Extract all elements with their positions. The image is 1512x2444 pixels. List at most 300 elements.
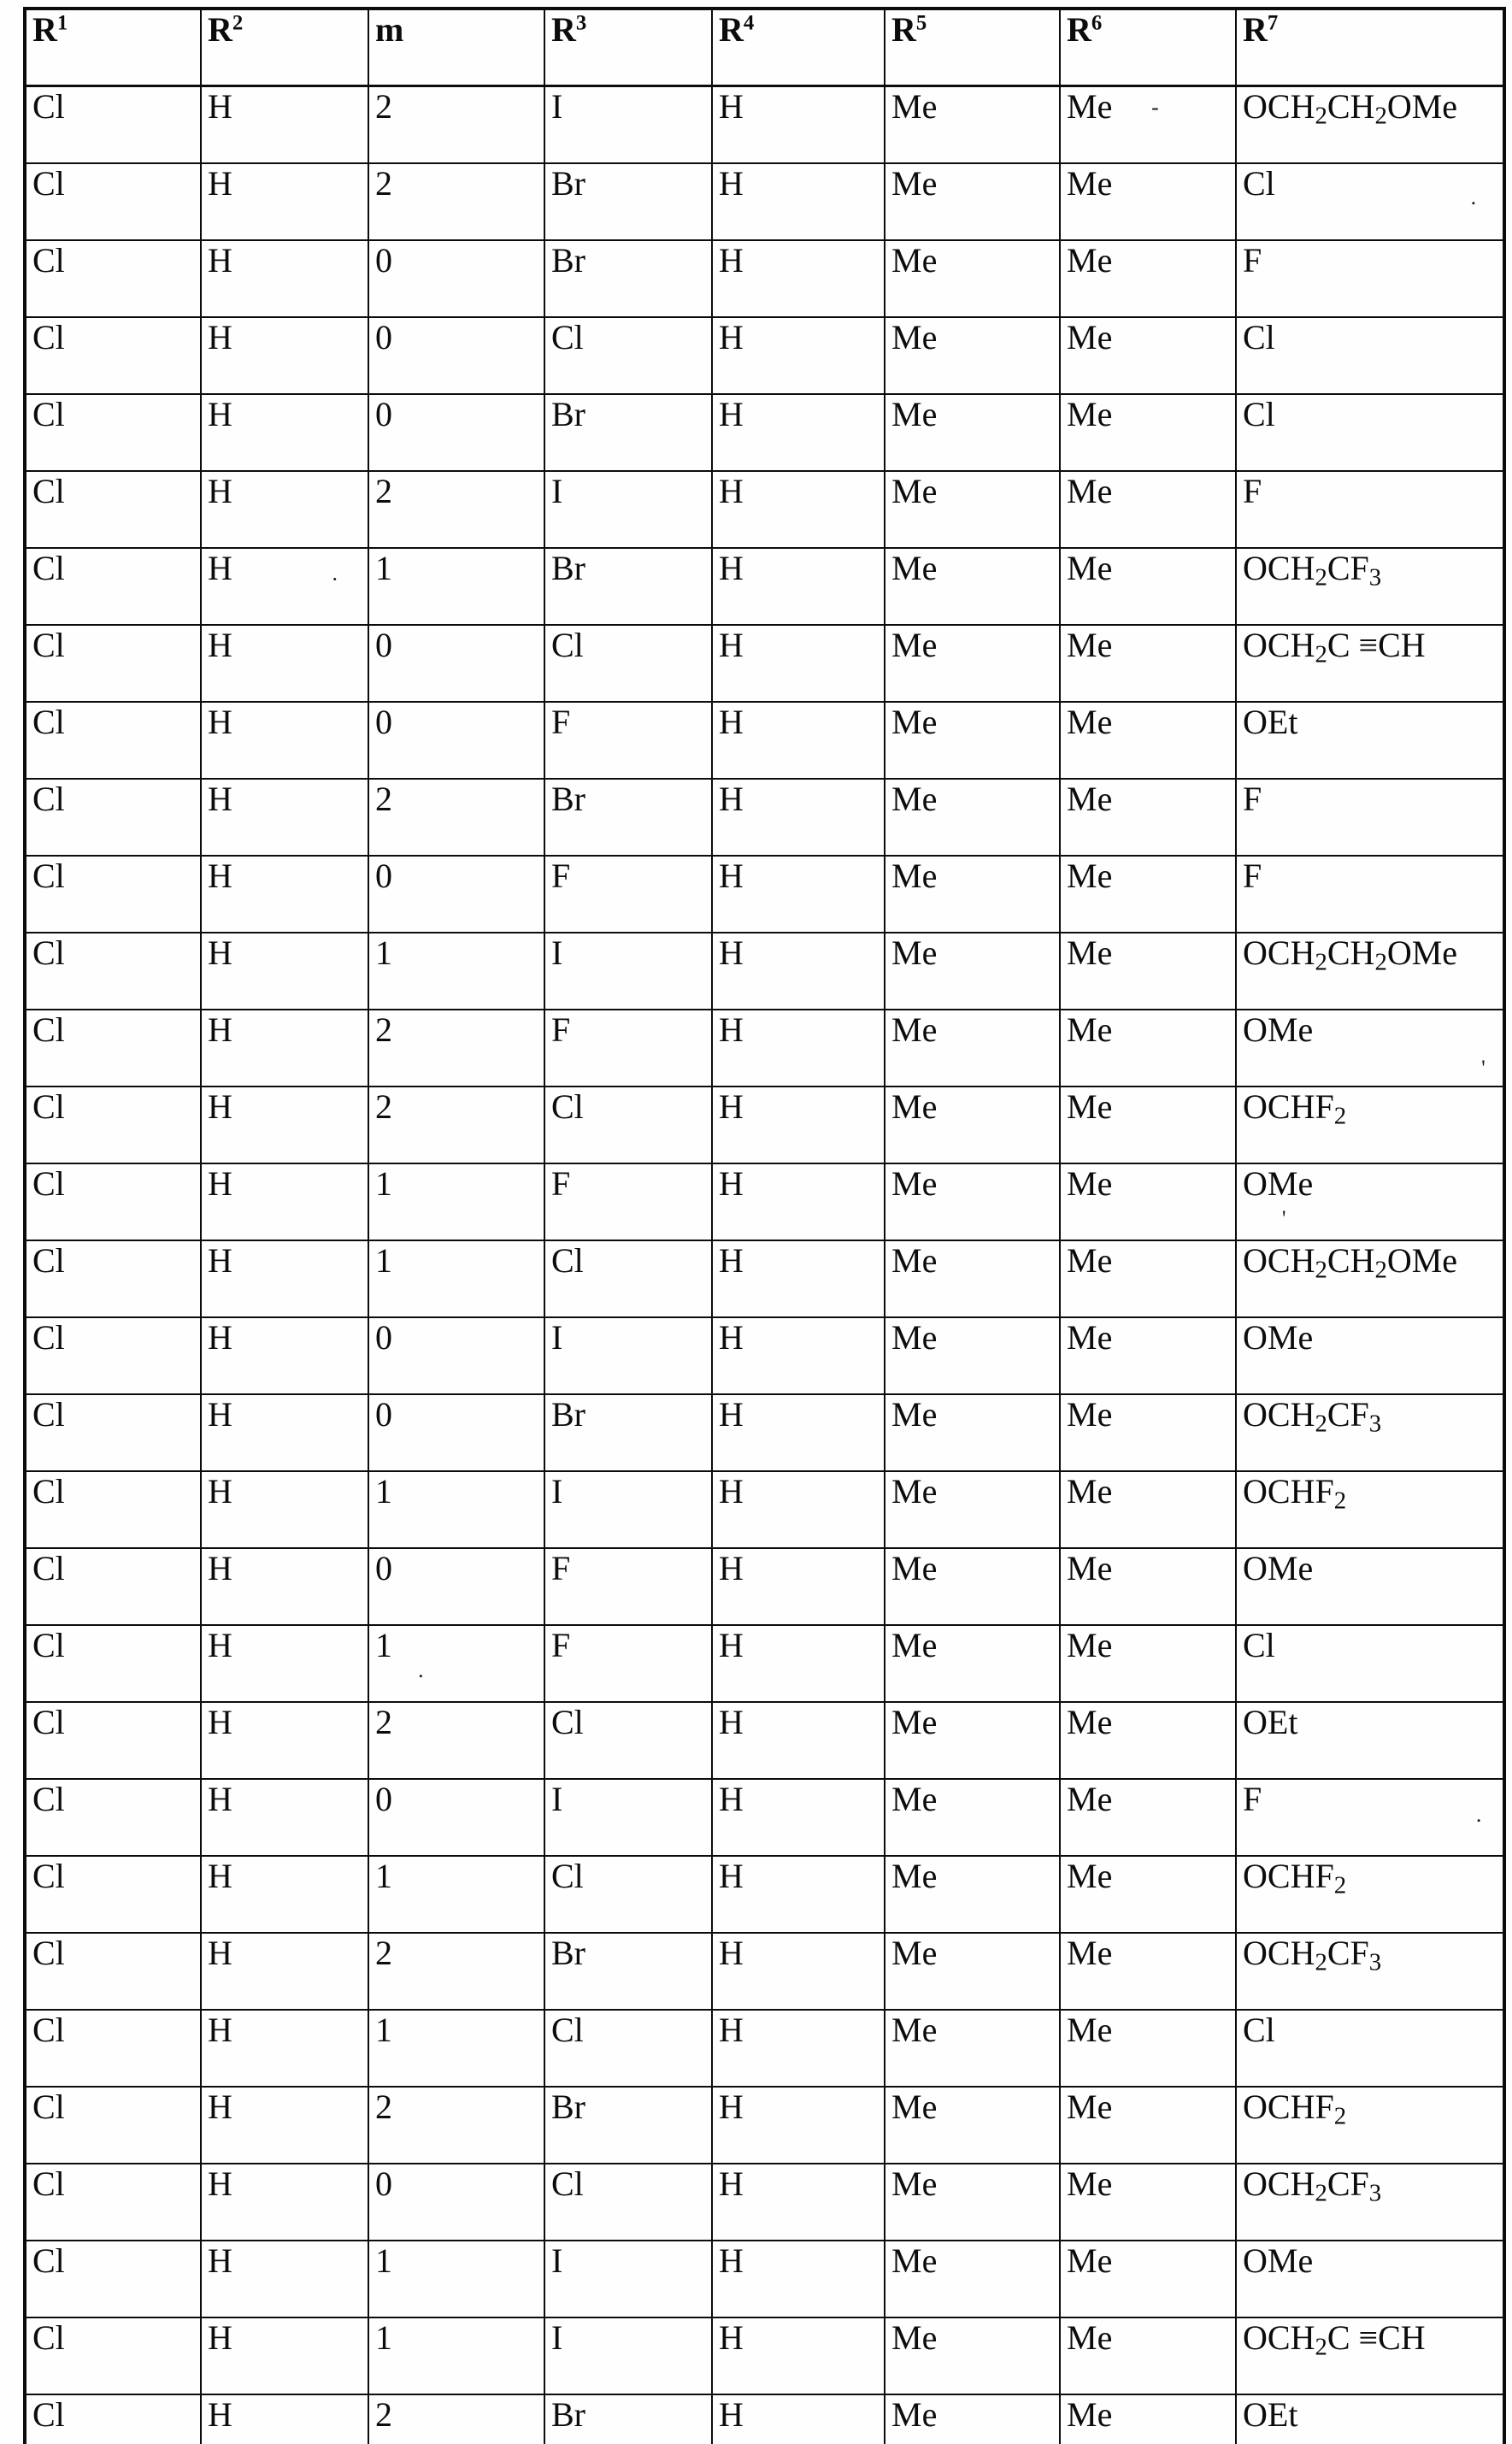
cell-R7-row30: $OCH_2C \equiv CH$ — [1236, 2317, 1504, 2394]
subscript: 2 — [1333, 1871, 1347, 1899]
cell-m-row29: 1 — [368, 2241, 544, 2317]
cell-R3-row23: I — [544, 1779, 712, 1856]
cell-R4-row1: H — [712, 86, 885, 164]
table-row — [25, 86, 1504, 164]
cell-R3-row28: Cl — [544, 2164, 712, 2241]
cell-R1-row24: Cl — [25, 1856, 201, 1933]
cell-R1-row25: Cl — [25, 1933, 201, 2010]
cell-R7-row11: F — [1236, 856, 1504, 933]
cell-R4-row30: H — [712, 2317, 885, 2394]
subscript: 2 — [1315, 1256, 1327, 1284]
cell-R7-row6: F — [1236, 471, 1504, 548]
cell-R6-row22: Me — [1060, 1702, 1236, 1779]
cell-R5-row27: Me — [885, 2087, 1060, 2164]
cell-R7-row4: Cl — [1236, 317, 1504, 394]
cell-m-row2: 2 — [368, 163, 544, 240]
cell-m-row12: 1 — [368, 933, 544, 1010]
cell-m-row25: 2 — [368, 1933, 544, 2010]
scan-artifact: . — [1475, 1802, 1482, 1828]
cell-R5-row16: Me — [885, 1240, 1060, 1317]
table-row — [25, 471, 1504, 548]
table-row — [25, 2087, 1504, 2164]
cell-R4-row4: H — [712, 317, 885, 394]
cell-m-row8: 0 — [368, 625, 544, 702]
cell-R4-row7: H — [712, 548, 885, 625]
cell-R7-row10: F — [1236, 779, 1504, 856]
cell-R3-row4: Cl — [544, 317, 712, 394]
cell-R1-row13: Cl — [25, 1010, 201, 1087]
cell-R4-row15: H — [712, 1163, 885, 1240]
cell-R3-row31: Br — [544, 2394, 712, 2444]
cell-R7-row27: $OCHF_2$ — [1236, 2087, 1504, 2164]
cell-R5-row6: Me — [885, 471, 1060, 548]
table-row — [25, 1163, 1504, 1240]
column-header-m: m — [368, 9, 544, 86]
column-header-R6: $R^6$ — [1060, 9, 1236, 86]
header-row — [25, 9, 1504, 86]
cell-m-row21: 1 . — [368, 1625, 544, 1702]
cell-R6-row27: Me — [1060, 2087, 1236, 2164]
cell-R1-row16: Cl — [25, 1240, 201, 1317]
superscript: 6 — [1091, 11, 1103, 35]
subscript: 2 — [1333, 2102, 1347, 2130]
subscript: 2 — [1315, 563, 1327, 592]
cell-R4-row11: H — [712, 856, 885, 933]
subscript: 2 — [1315, 1948, 1327, 1976]
cell-R5-row31: Me — [885, 2394, 1060, 2444]
cell-R3-row12: I — [544, 933, 712, 1010]
cell-R5-row21: Me — [885, 1625, 1060, 1702]
table-body — [25, 86, 1504, 2444]
cell-R7-row24: $OCHF_2$ — [1236, 1856, 1504, 1933]
cell-R2-row18: H — [201, 1394, 368, 1471]
cell-R5-row17: Me — [885, 1317, 1060, 1394]
cell-R2-row10: H — [201, 779, 368, 856]
cell-R5-row12: Me — [885, 933, 1060, 1010]
cell-R3-row15: F — [544, 1163, 712, 1240]
cell-R5-row3: Me — [885, 240, 1060, 317]
subscript: 2 — [1333, 1102, 1347, 1130]
cell-R5-row11: Me — [885, 856, 1060, 933]
cell-R4-row8: H — [712, 625, 885, 702]
cell-R1-row4: Cl — [25, 317, 201, 394]
table-row — [25, 1087, 1504, 1163]
cell-R2-row24: H — [201, 1856, 368, 1933]
cell-R3-row21: F — [544, 1625, 712, 1702]
cell-m-row23: 0 — [368, 1779, 544, 1856]
cell-R4-row9: H — [712, 702, 885, 779]
cell-R7-row5: Cl — [1236, 394, 1504, 471]
cell-R2-row16: H — [201, 1240, 368, 1317]
cell-R6-row12: Me — [1060, 933, 1236, 1010]
cell-R3-row19: I — [544, 1471, 712, 1548]
cell-R1-row3: Cl — [25, 240, 201, 317]
table-row — [25, 2394, 1504, 2444]
cell-R6-row16: Me — [1060, 1240, 1236, 1317]
table-row — [25, 1471, 1504, 1548]
cell-R6-row2: Me — [1060, 163, 1236, 240]
cell-R2-row27: H — [201, 2087, 368, 2164]
cell-R1-row6: Cl — [25, 471, 201, 548]
table-row — [25, 317, 1504, 394]
cell-R5-row5: Me — [885, 394, 1060, 471]
cell-R2-row31: H — [201, 2394, 368, 2444]
cell-R1-row27: Cl — [25, 2087, 201, 2164]
cell-R6-row31: Me — [1060, 2394, 1236, 2444]
cell-R5-row4: Me — [885, 317, 1060, 394]
cell-R5-row10: Me — [885, 779, 1060, 856]
cell-R4-row24: H — [712, 1856, 885, 1933]
table-row — [25, 933, 1504, 1010]
cell-R4-row26: H — [712, 2010, 885, 2087]
cell-R3-row6: I — [544, 471, 712, 548]
table-row — [25, 1856, 1504, 1933]
cell-R6-row14: Me — [1060, 1087, 1236, 1163]
cell-R6-row21: Me — [1060, 1625, 1236, 1702]
cell-R1-row21: Cl — [25, 1625, 201, 1702]
cell-R6-row25: Me — [1060, 1933, 1236, 2010]
scan-artifact: · — [331, 566, 338, 592]
superscript: 1 — [56, 11, 68, 35]
cell-R7-row26: Cl — [1236, 2010, 1504, 2087]
cell-m-row13: 2 — [368, 1010, 544, 1087]
cell-R7-row17: OMe — [1236, 1317, 1504, 1394]
cell-m-row31: 2 — [368, 2394, 544, 2444]
cell-R2-row20: H — [201, 1548, 368, 1625]
cell-R7-row7: $OCH_2CF_3$ — [1236, 548, 1504, 625]
cell-R6-row19: Me — [1060, 1471, 1236, 1548]
cell-R2-row7: H · — [201, 548, 368, 625]
cell-R3-row18: Br — [544, 1394, 712, 1471]
cell-m-row11: 0 — [368, 856, 544, 933]
cell-m-row4: 0 — [368, 317, 544, 394]
cell-R5-row1: Me — [885, 86, 1060, 164]
cell-R2-row3: H — [201, 240, 368, 317]
subscript: 2 — [1315, 2179, 1327, 2207]
cell-R5-row18: Me — [885, 1394, 1060, 1471]
cell-R5-row9: Me — [885, 702, 1060, 779]
cell-m-row26: 1 — [368, 2010, 544, 2087]
cell-R2-row1: H — [201, 86, 368, 164]
cell-R1-row14: Cl — [25, 1087, 201, 1163]
cell-R5-row2: Me — [885, 163, 1060, 240]
cell-R7-row16: $OCH_2CH_2OMe$ — [1236, 1240, 1504, 1317]
cell-R2-row26: H — [201, 2010, 368, 2087]
subscript: 2 — [1315, 2333, 1327, 2361]
cell-R6-row1: Me - — [1060, 86, 1236, 164]
cell-R1-row19: Cl — [25, 1471, 201, 1548]
cell-R1-row31: Cl — [25, 2394, 201, 2444]
cell-R6-row11: Me — [1060, 856, 1236, 933]
cell-R2-row8: H — [201, 625, 368, 702]
cell-R1-row12: Cl — [25, 933, 201, 1010]
table-row — [25, 1702, 1504, 1779]
cell-R1-row29: Cl — [25, 2241, 201, 2317]
cell-R4-row22: H — [712, 1702, 885, 1779]
cell-m-row22: 2 — [368, 1702, 544, 1779]
cell-R2-row4: H — [201, 317, 368, 394]
table-row — [25, 2164, 1504, 2241]
cell-R2-row14: H — [201, 1087, 368, 1163]
cell-R5-row14: Me — [885, 1087, 1060, 1163]
cell-R7-row21: Cl — [1236, 1625, 1504, 1702]
cell-m-row1: 2 — [368, 86, 544, 164]
cell-m-row5: 0 — [368, 394, 544, 471]
subscript: 3 — [1368, 2179, 1382, 2207]
cell-m-row19: 1 — [368, 1471, 544, 1548]
cell-R7-row29: OMe — [1236, 2241, 1504, 2317]
subscript: 2 — [1333, 1487, 1347, 1515]
cell-R4-row18: H — [712, 1394, 885, 1471]
cell-R6-row15: Me — [1060, 1163, 1236, 1240]
cell-R6-row3: Me — [1060, 240, 1236, 317]
cell-R7-row28: $OCH_2CF_3$ — [1236, 2164, 1504, 2241]
cell-R3-row1: I — [544, 86, 712, 164]
cell-R3-row27: Br — [544, 2087, 712, 2164]
cell-R2-row13: H — [201, 1010, 368, 1087]
cell-R3-row30: I — [544, 2317, 712, 2394]
cell-R2-row25: H — [201, 1933, 368, 2010]
table-row — [25, 548, 1504, 625]
column-header-R3: $R^3$ — [544, 9, 712, 86]
cell-R5-row15: Me — [885, 1163, 1060, 1240]
cell-m-row14: 2 — [368, 1087, 544, 1163]
cell-R3-row3: Br — [544, 240, 712, 317]
cell-R5-row29: Me — [885, 2241, 1060, 2317]
cell-R6-row29: Me — [1060, 2241, 1236, 2317]
cell-R3-row25: Br — [544, 1933, 712, 2010]
cell-R7-row31: OEt — [1236, 2394, 1504, 2444]
cell-R3-row14: Cl — [544, 1087, 712, 1163]
cell-R3-row2: Br — [544, 163, 712, 240]
scan-artifact: - — [1151, 94, 1159, 120]
cell-R7-row2: Cl . — [1236, 163, 1504, 240]
cell-R6-row8: Me — [1060, 625, 1236, 702]
cell-R3-row11: F — [544, 856, 712, 933]
cell-R3-row29: I — [544, 2241, 712, 2317]
cell-R2-row22: H — [201, 1702, 368, 1779]
cell-m-row20: 0 — [368, 1548, 544, 1625]
cell-R7-row25: $OCH_2CF_3$ — [1236, 1933, 1504, 2010]
cell-R7-row18: $OCH_2CF_3$ — [1236, 1394, 1504, 1471]
cell-R7-row14: $OCHF_2$ — [1236, 1087, 1504, 1163]
table-row — [25, 1317, 1504, 1394]
cell-m-row30: 1 — [368, 2317, 544, 2394]
cell-R7-row23: F . — [1236, 1779, 1504, 1856]
cell-R6-row23: Me — [1060, 1779, 1236, 1856]
table-row — [25, 2241, 1504, 2317]
cell-R6-row7: Me — [1060, 548, 1236, 625]
cell-R2-row29: H — [201, 2241, 368, 2317]
cell-R1-row10: Cl — [25, 779, 201, 856]
table-row — [25, 2317, 1504, 2394]
table-row — [25, 1010, 1504, 1087]
table-row — [25, 702, 1504, 779]
cell-R4-row29: H — [712, 2241, 885, 2317]
cell-R3-row13: F — [544, 1010, 712, 1087]
cell-R4-row5: H — [712, 394, 885, 471]
cell-R5-row30: Me — [885, 2317, 1060, 2394]
cell-m-row6: 2 — [368, 471, 544, 548]
cell-R1-row11: Cl — [25, 856, 201, 933]
cell-R1-row8: Cl — [25, 625, 201, 702]
cell-R1-row1: Cl — [25, 86, 201, 164]
cell-m-row15: 1 — [368, 1163, 544, 1240]
cell-R6-row17: Me — [1060, 1317, 1236, 1394]
cell-R4-row13: H — [712, 1010, 885, 1087]
subscript: 2 — [1315, 640, 1327, 668]
cell-R4-row3: H — [712, 240, 885, 317]
cell-R3-row22: Cl — [544, 1702, 712, 1779]
cell-R5-row28: Me — [885, 2164, 1060, 2241]
cell-R1-row18: Cl — [25, 1394, 201, 1471]
cell-R6-row4: Me — [1060, 317, 1236, 394]
cell-R1-row20: Cl — [25, 1548, 201, 1625]
cell-R4-row20: H — [712, 1548, 885, 1625]
cell-R2-row15: H — [201, 1163, 368, 1240]
subscript: 2 — [1315, 1410, 1327, 1438]
table-row — [25, 1394, 1504, 1471]
cell-R3-row9: F — [544, 702, 712, 779]
cell-R4-row28: H — [712, 2164, 885, 2241]
cell-R1-row23: Cl — [25, 1779, 201, 1856]
cell-R5-row8: Me — [885, 625, 1060, 702]
cell-R3-row7: Br — [544, 548, 712, 625]
column-header-R1: $R^1$ — [25, 9, 201, 86]
cell-R4-row6: H — [712, 471, 885, 548]
superscript: 7 — [1267, 11, 1279, 35]
cell-R6-row5: Me — [1060, 394, 1236, 471]
cell-R4-row12: H — [712, 933, 885, 1010]
cell-R2-row11: H — [201, 856, 368, 933]
scan-artifact: ' — [1281, 1206, 1286, 1232]
subscript: 3 — [1368, 1948, 1382, 1976]
table-row — [25, 2010, 1504, 2087]
cell-R5-row24: Me — [885, 1856, 1060, 1933]
cell-R6-row10: Me — [1060, 779, 1236, 856]
superscript: 3 — [575, 11, 587, 35]
subscript: 2 — [1315, 102, 1327, 130]
cell-R4-row27: H — [712, 2087, 885, 2164]
cell-R6-row18: Me — [1060, 1394, 1236, 1471]
cell-R1-row15: Cl — [25, 1163, 201, 1240]
cell-R4-row31: H — [712, 2394, 885, 2444]
cell-R7-row12: $OCH_2CH_2OMe$ — [1236, 933, 1504, 1010]
cell-R3-row16: Cl — [544, 1240, 712, 1317]
substituent-table — [23, 7, 1506, 2444]
cell-R3-row17: I — [544, 1317, 712, 1394]
cell-R6-row20: Me — [1060, 1548, 1236, 1625]
cell-R6-row28: Me — [1060, 2164, 1236, 2241]
scan-artifact: ' — [1481, 1055, 1486, 1081]
cell-R4-row16: H — [712, 1240, 885, 1317]
cell-m-row16: 1 — [368, 1240, 544, 1317]
cell-R5-row20: Me — [885, 1548, 1060, 1625]
cell-R4-row21: H — [712, 1625, 885, 1702]
table-row — [25, 625, 1504, 702]
table-row — [25, 779, 1504, 856]
cell-R1-row7: Cl — [25, 548, 201, 625]
table-row — [25, 1625, 1504, 1702]
cell-R1-row26: Cl — [25, 2010, 201, 2087]
cell-R5-row26: Me — [885, 2010, 1060, 2087]
cell-R1-row2: Cl — [25, 163, 201, 240]
cell-R4-row17: H — [712, 1317, 885, 1394]
subscript: 2 — [1315, 948, 1327, 976]
cell-R2-row17: H — [201, 1317, 368, 1394]
cell-m-row27: 2 — [368, 2087, 544, 2164]
cell-R2-row21: H — [201, 1625, 368, 1702]
cell-R2-row9: H — [201, 702, 368, 779]
subscript: 3 — [1368, 1410, 1382, 1438]
cell-R3-row24: Cl — [544, 1856, 712, 1933]
cell-R1-row17: Cl — [25, 1317, 201, 1394]
cell-R7-row15: OMe ' — [1236, 1163, 1504, 1240]
cell-R7-row19: $OCHF_2$ — [1236, 1471, 1504, 1548]
table-row — [25, 856, 1504, 933]
table-row — [25, 1779, 1504, 1856]
cell-R3-row5: Br — [544, 394, 712, 471]
cell-R6-row30: Me — [1060, 2317, 1236, 2394]
cell-R7-row13: OMe ' — [1236, 1010, 1504, 1087]
cell-R7-row8: $OCH_2C \equiv CH$ — [1236, 625, 1504, 702]
cell-R4-row2: H — [712, 163, 885, 240]
cell-R6-row13: Me — [1060, 1010, 1236, 1087]
cell-R7-row20: OMe — [1236, 1548, 1504, 1625]
superscript: 2 — [232, 11, 244, 35]
cell-R6-row24: Me — [1060, 1856, 1236, 1933]
cell-R7-row9: OEt — [1236, 702, 1504, 779]
cell-R2-row5: H — [201, 394, 368, 471]
cell-R1-row22: Cl — [25, 1702, 201, 1779]
cell-R6-row6: Me — [1060, 471, 1236, 548]
column-header-R7: $R^7$ — [1236, 9, 1504, 86]
cell-R5-row25: Me — [885, 1933, 1060, 2010]
cell-R5-row13: Me — [885, 1010, 1060, 1087]
cell-R1-row5: Cl — [25, 394, 201, 471]
table-row — [25, 394, 1504, 471]
cell-R1-row9: Cl — [25, 702, 201, 779]
cell-R5-row19: Me — [885, 1471, 1060, 1548]
subscript: 2 — [1374, 948, 1387, 976]
table-row — [25, 1240, 1504, 1317]
cell-R3-row26: Cl — [544, 2010, 712, 2087]
cell-R4-row19: H — [712, 1471, 885, 1548]
cell-R4-row25: H — [712, 1933, 885, 2010]
cell-m-row3: 0 — [368, 240, 544, 317]
table-row — [25, 1548, 1504, 1625]
superscript: 4 — [743, 11, 755, 35]
cell-R5-row7: Me — [885, 548, 1060, 625]
cell-R6-row26: Me — [1060, 2010, 1236, 2087]
cell-R5-row22: Me — [885, 1702, 1060, 1779]
cell-m-row10: 2 — [368, 779, 544, 856]
subscript: 2 — [1374, 1256, 1387, 1284]
cell-R5-row23: Me — [885, 1779, 1060, 1856]
cell-m-row18: 0 — [368, 1394, 544, 1471]
cell-m-row28: 0 — [368, 2164, 544, 2241]
subscript: 3 — [1368, 563, 1382, 592]
cell-R2-row30: H — [201, 2317, 368, 2394]
cell-R2-row6: H — [201, 471, 368, 548]
column-header-R5: $R^5$ — [885, 9, 1060, 86]
scan-artifact: . — [1470, 185, 1477, 210]
cell-R7-row3: F — [1236, 240, 1504, 317]
table-row — [25, 163, 1504, 240]
cell-R3-row20: F — [544, 1548, 712, 1625]
cell-R4-row10: H — [712, 779, 885, 856]
cell-R6-row9: Me — [1060, 702, 1236, 779]
